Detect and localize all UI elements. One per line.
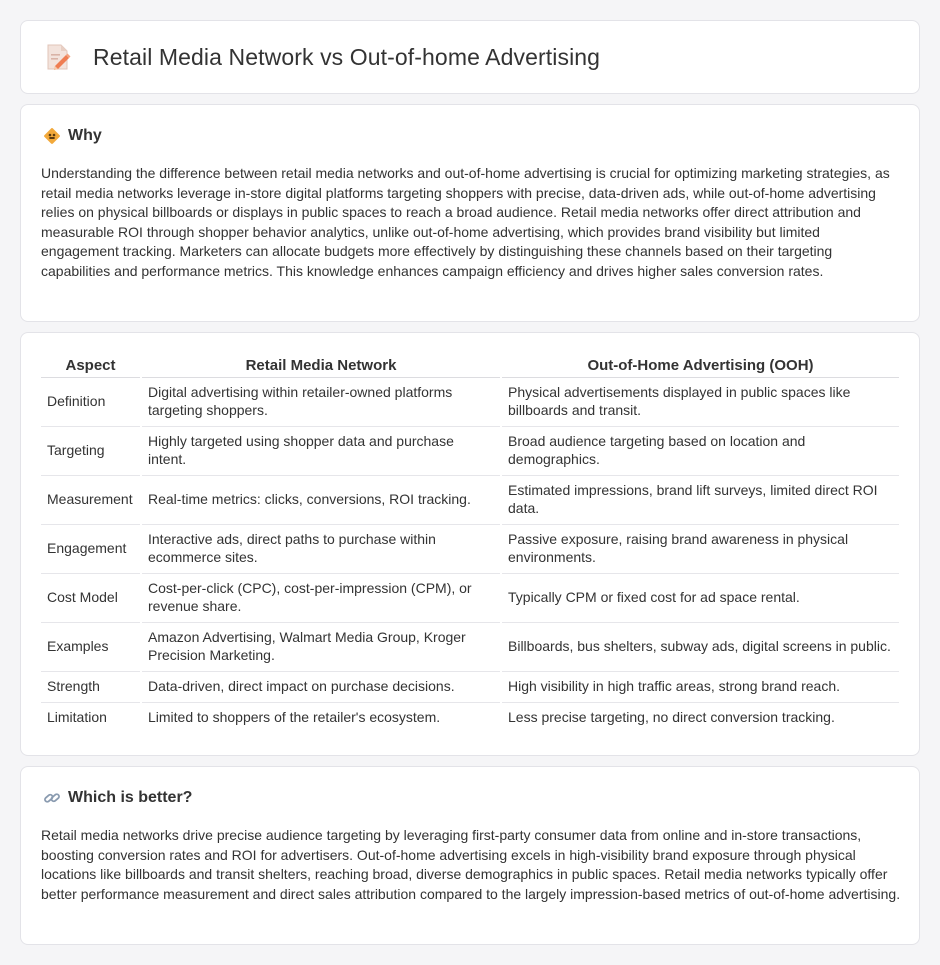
header-out-of-home: Out-of-Home Advertising (OOH) <box>501 355 899 377</box>
aspect-cell: Examples <box>41 622 141 671</box>
aspect-cell: Strength <box>41 671 141 702</box>
table-row <box>41 671 899 702</box>
ooh-cell: Less precise targeting, no direct conversion tracking. <box>501 702 899 733</box>
rmn-cell: Real-time metrics: clicks, conversions, ROI tracking. <box>141 475 501 524</box>
aspect-cell: Limitation <box>47 709 107 725</box>
why-header <box>43 127 102 145</box>
document-pencil-icon <box>45 43 71 71</box>
better-card <box>20 766 920 945</box>
aspect-cell: Targeting <box>41 426 141 475</box>
ooh-cell: Physical advertisements displayed in public spaces like billboards and transit. <box>501 377 899 426</box>
header-retail-media-network: Retail Media Network <box>141 355 501 377</box>
rmn-cell: Amazon Advertising, Walmart Media Group, Kroger Precision Marketing. <box>141 622 501 671</box>
table-header-row <box>41 355 899 377</box>
aspect-cell: Definition <box>41 377 141 426</box>
ooh-cell: Broad audience targeting based on location and demographics. <box>501 426 899 475</box>
table-row <box>41 573 899 622</box>
ooh-cell: Billboards, bus shelters, subway ads, digital screens in public. <box>501 622 899 671</box>
header-aspect: Aspect <box>41 355 141 377</box>
aspect-cell: Engagement <box>41 524 141 573</box>
rmn-cell: Digital advertising within retailer-owned platforms targeting shoppers. <box>141 377 501 426</box>
why-card <box>20 104 920 322</box>
rmn-cell: Limited to shoppers of the retailer's ecosystem. <box>141 702 501 733</box>
aspect-cell: Measurement <box>41 475 141 524</box>
rmn-cell: Data-driven, direct impact on purchase decisions. <box>141 671 501 702</box>
better-body: Retail media networks drive precise audience targeting by leveraging first-party consumer data from online and in-store transactions, boosting conversion rates and ROI for advertisers. Out-of-home advertising excels in high-visibility brand exposure through physical locations like billboards and transit shelters, reaching broad, diverse demographics in public spaces. Retail media networks typically offer better performance measurement and direct sales attribution compared to the largely impression-based metrics of out-of-home advertising. <box>41 827 901 902</box>
table-row <box>41 426 899 475</box>
ooh-cell: High visibility in high traffic areas, strong brand reach. <box>501 671 899 702</box>
rmn-cell: Highly targeted using shopper data and purchase intent. <box>141 426 501 475</box>
better-title: Which is better? <box>68 789 193 806</box>
link-icon <box>43 789 61 807</box>
comparison-table <box>41 355 899 733</box>
title-row <box>45 43 600 71</box>
ooh-cell: Passive exposure, raising brand awareness in physical environments. <box>501 524 899 573</box>
table-row <box>41 702 899 733</box>
comparison-card <box>20 332 920 756</box>
table-row <box>41 524 899 573</box>
table-row <box>41 622 899 671</box>
rmn-cell: Interactive ads, direct paths to purchase within ecommerce sites. <box>141 524 501 573</box>
ooh-cell: Estimated impressions, brand lift surveys, limited direct ROI data. <box>501 475 899 524</box>
title-card <box>20 20 920 94</box>
diamond-sign-icon <box>43 127 61 145</box>
rmn-cell: Cost-per-click (CPC), cost-per-impression (CPM), or revenue share. <box>141 573 501 622</box>
table-row <box>41 377 899 426</box>
aspect-cell: Cost Model <box>41 573 141 622</box>
ooh-cell: Typically CPM or fixed cost for ad space rental. <box>501 573 899 622</box>
why-title: Why <box>68 127 102 144</box>
table-row <box>41 475 899 524</box>
better-header <box>43 789 192 807</box>
why-body: Understanding the difference between retail media networks and out-of-home advertising is crucial for optimizing marketing strategies, as retail media networks leverage in-store digital platforms targeting shoppers with precise, data-driven ads, while out-of-home advertising relies on physical billboards or displays in public spaces to reach a broad audience. Retail media networks offer direct attribution and measurable ROI through shopper behavior analytics, unlike out-of-home advertising, which provides brand visibility but limited engagement tracking. Marketers can allocate budgets more effectively by distinguishing these channels based on their targeting capabilities and performance metrics. This knowledge enhances campaign efficiency and drives higher sales conversion rates. <box>41 165 890 279</box>
page-title: Retail Media Network vs Out-of-home Advertising <box>93 43 601 70</box>
